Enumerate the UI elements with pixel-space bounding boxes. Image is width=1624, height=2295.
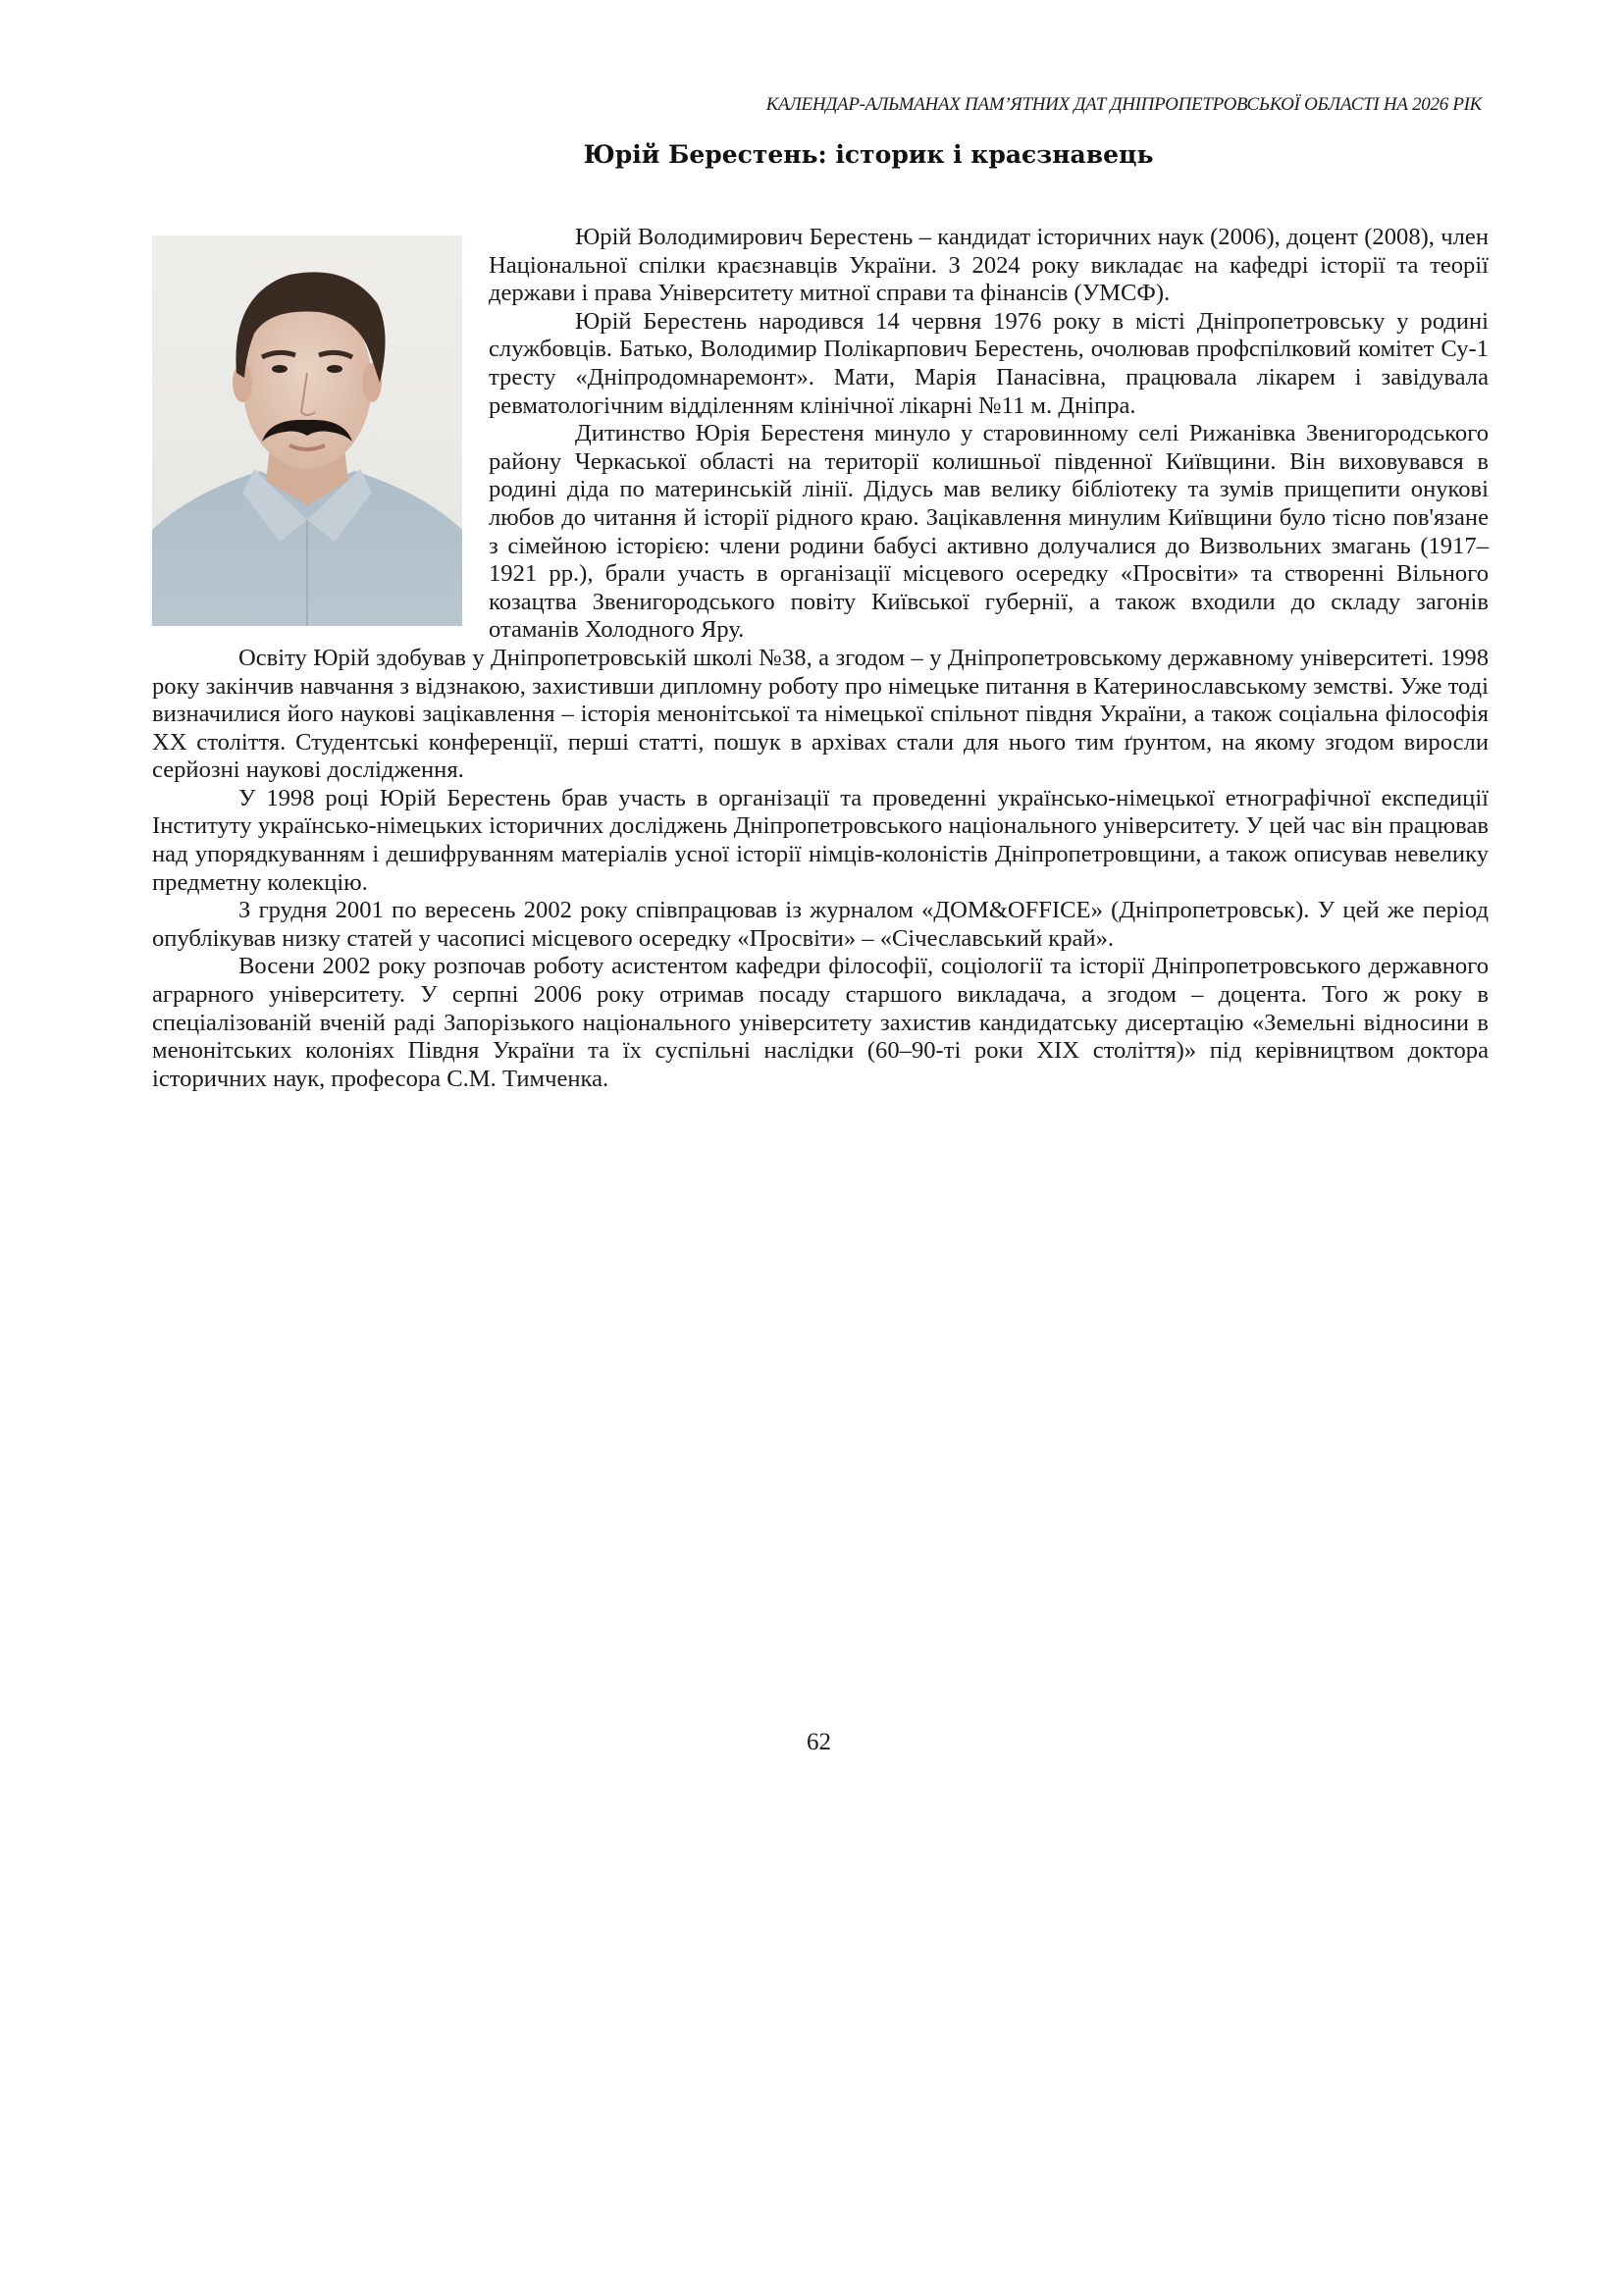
running-header: КАЛЕНДАР-АЛЬМАНАХ ПАМ’ЯТНИХ ДАТ ДНІПРОПЕТРОВСЬКОЇ ОБЛАСТІ НА 2026 РІК	[765, 94, 1482, 115]
paragraph: Дитинство Юрія Берестеня минуло у старовинному селі Рижанівка Звенигородського району Черкаської області на території колишньої південної Київщини. Він виховувався в родині діда по материнській лінії. Дідусь мав велику бібліотеку та зумів прищепити онукові любов до читання й історії рідного краю. Зацікавлення минулим Київщини було тісно пов'язане з сімейною історією: члени родини бабусі активно долучалися до Визвольних змагань (1917–1921 рр.), брали участь в організації місцевого осередку «Просвіти» та створенні Вільного козацтва Звенигородського повіту Київської губернії, а також входили до складу загонів отаманів Холодного Яру.	[489, 420, 1489, 644]
page-number: 62	[807, 1729, 831, 1755]
paragraph: Юрій Володимирович Берестень – кандидат історичних наук (2006), доцент (2008), член Національної спілки краєзнавців України. З 2024 року викладає на кафедрі історії та теорії держави і права Університету митної справи та фінансів (УМСФ).	[489, 224, 1489, 307]
paragraph: З грудня 2001 по вересень 2002 року співпрацював із журналом «ДОМ&OFFICE» (Дніпропетровськ). У цей же період опублікував низку статей у часописі місцевого осередку «Просвіти» – «Січеславський край».	[152, 897, 1489, 952]
portrait-photo	[152, 235, 462, 626]
paragraph: Восени 2002 року розпочав роботу асистентом кафедри філософії, соціології та історії Дніпропетровського державного аграрного університету. У серпні 2006 року отримав посаду старшого викладача, а згодом – доцента. Того ж року в спеціалізованій вченій раді Запорізького національного університету захистив кандидатську дисертацію «Земельні відносини в менонітських колоніях Півдня України та їх суспільні наслідки (60–90-ті роки XIX століття)» під керівництвом доктора історичних наук, професора С.М. Тимченка.	[152, 953, 1489, 1092]
paragraph: Юрій Берестень народився 14 червня 1976 року в місті Дніпропетровську у родині службовців. Батько, Володимир Полікарпович Берестень, очолював профспілковий комітет Су-1 тресту «Дніпродомнаремонт». Мати, Марія Панасівна, працювала лікарем і завідувала ревматологічним відділенням клінічної лікарні №11 м. Дніпра.	[489, 307, 1489, 419]
portrait-image	[152, 235, 462, 626]
paragraph: Освіту Юрій здобував у Дніпропетровській школі №38, а згодом – у Дніпропетровському державному університеті. 1998 року закінчив навчання з відзнакою, захистивши дипломну роботу про німецьке питання в Катеринославському земстві. Уже тоді визначилися його наукові зацікавлення – історія менонітської та німецької спільнот півдня України, а також соціальна філософія XX століття. Студентські конференції, перші статті, пошук в архівах стали для нього тим ґрунтом, на якому згодом виросли серйозні наукові дослідження.	[152, 644, 1489, 784]
article-body	[152, 224, 1489, 1093]
paragraph: У 1998 році Юрій Берестень брав участь в організації та проведенні українсько-німецької етнографічної експедиції Інституту українсько-німецьких історичних досліджень Дніпропетровського національного університету. У цей час він працював над упорядкуванням і дешифруванням матеріалів усної історії німців-колоністів Дніпропетровщини, а також описував невелику предметну колекцію.	[152, 784, 1489, 896]
article-title: Юрій Берестень: історик і краєзнавець	[583, 140, 1154, 169]
